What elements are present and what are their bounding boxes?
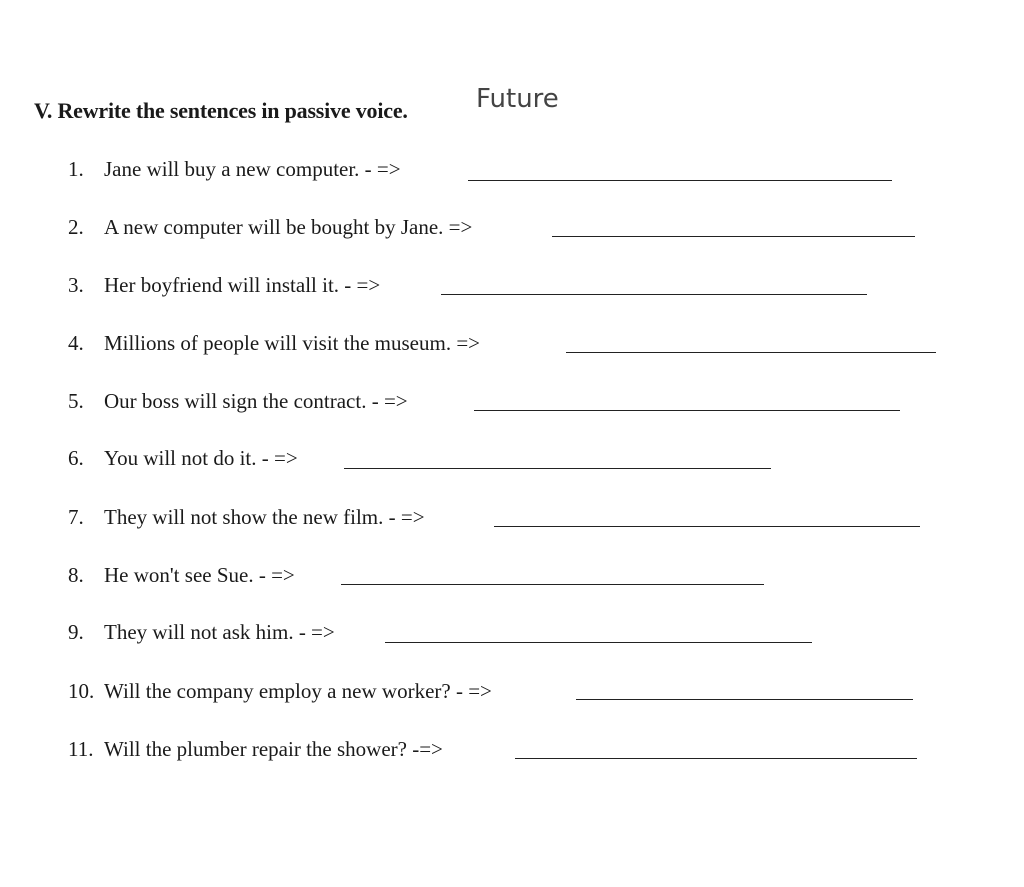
handwritten-note: Future bbox=[476, 84, 559, 114]
answer-line[interactable] bbox=[576, 699, 913, 700]
item-number: 2. bbox=[68, 215, 84, 239]
item-sentence: He won't see Sue. - => bbox=[104, 563, 295, 587]
item-number: 10. bbox=[68, 679, 95, 703]
item-number: 3. bbox=[68, 273, 84, 297]
answer-line[interactable] bbox=[341, 584, 764, 585]
item-number: 6. bbox=[68, 446, 84, 470]
answer-line[interactable] bbox=[515, 758, 917, 759]
item-sentence: They will not show the new film. - => bbox=[104, 505, 425, 529]
item-sentence: A new computer will be bought by Jane. => bbox=[104, 215, 473, 239]
item-sentence: They will not ask him. - => bbox=[104, 620, 335, 644]
answer-line[interactable] bbox=[494, 526, 920, 527]
item-number: 9. bbox=[68, 620, 84, 644]
item-number: 8. bbox=[68, 563, 84, 587]
answer-line[interactable] bbox=[344, 468, 771, 469]
item-number: 5. bbox=[68, 389, 84, 413]
answer-line[interactable] bbox=[385, 642, 812, 643]
answer-line[interactable] bbox=[552, 236, 915, 237]
item-number: 4. bbox=[68, 331, 84, 355]
answer-line[interactable] bbox=[566, 352, 936, 353]
item-sentence: Will the plumber repair the shower? -=> bbox=[104, 737, 443, 761]
answer-line[interactable] bbox=[441, 294, 867, 295]
item-sentence: You will not do it. - => bbox=[104, 446, 298, 470]
item-number: 1. bbox=[68, 157, 84, 181]
exercise-heading: V. Rewrite the sentences in passive voice. bbox=[34, 98, 408, 123]
item-sentence: Her boyfriend will install it. - => bbox=[104, 273, 381, 297]
item-sentence: Millions of people will visit the museum. => bbox=[104, 331, 481, 355]
item-sentence: Our boss will sign the contract. - => bbox=[104, 389, 408, 413]
item-number: 7. bbox=[68, 505, 84, 529]
answer-line[interactable] bbox=[474, 410, 900, 411]
item-sentence: Will the company employ a new worker? - => bbox=[104, 679, 492, 703]
answer-line[interactable] bbox=[468, 180, 892, 181]
item-number: 11. bbox=[68, 737, 94, 761]
item-sentence: Jane will buy a new computer. - => bbox=[104, 157, 401, 181]
